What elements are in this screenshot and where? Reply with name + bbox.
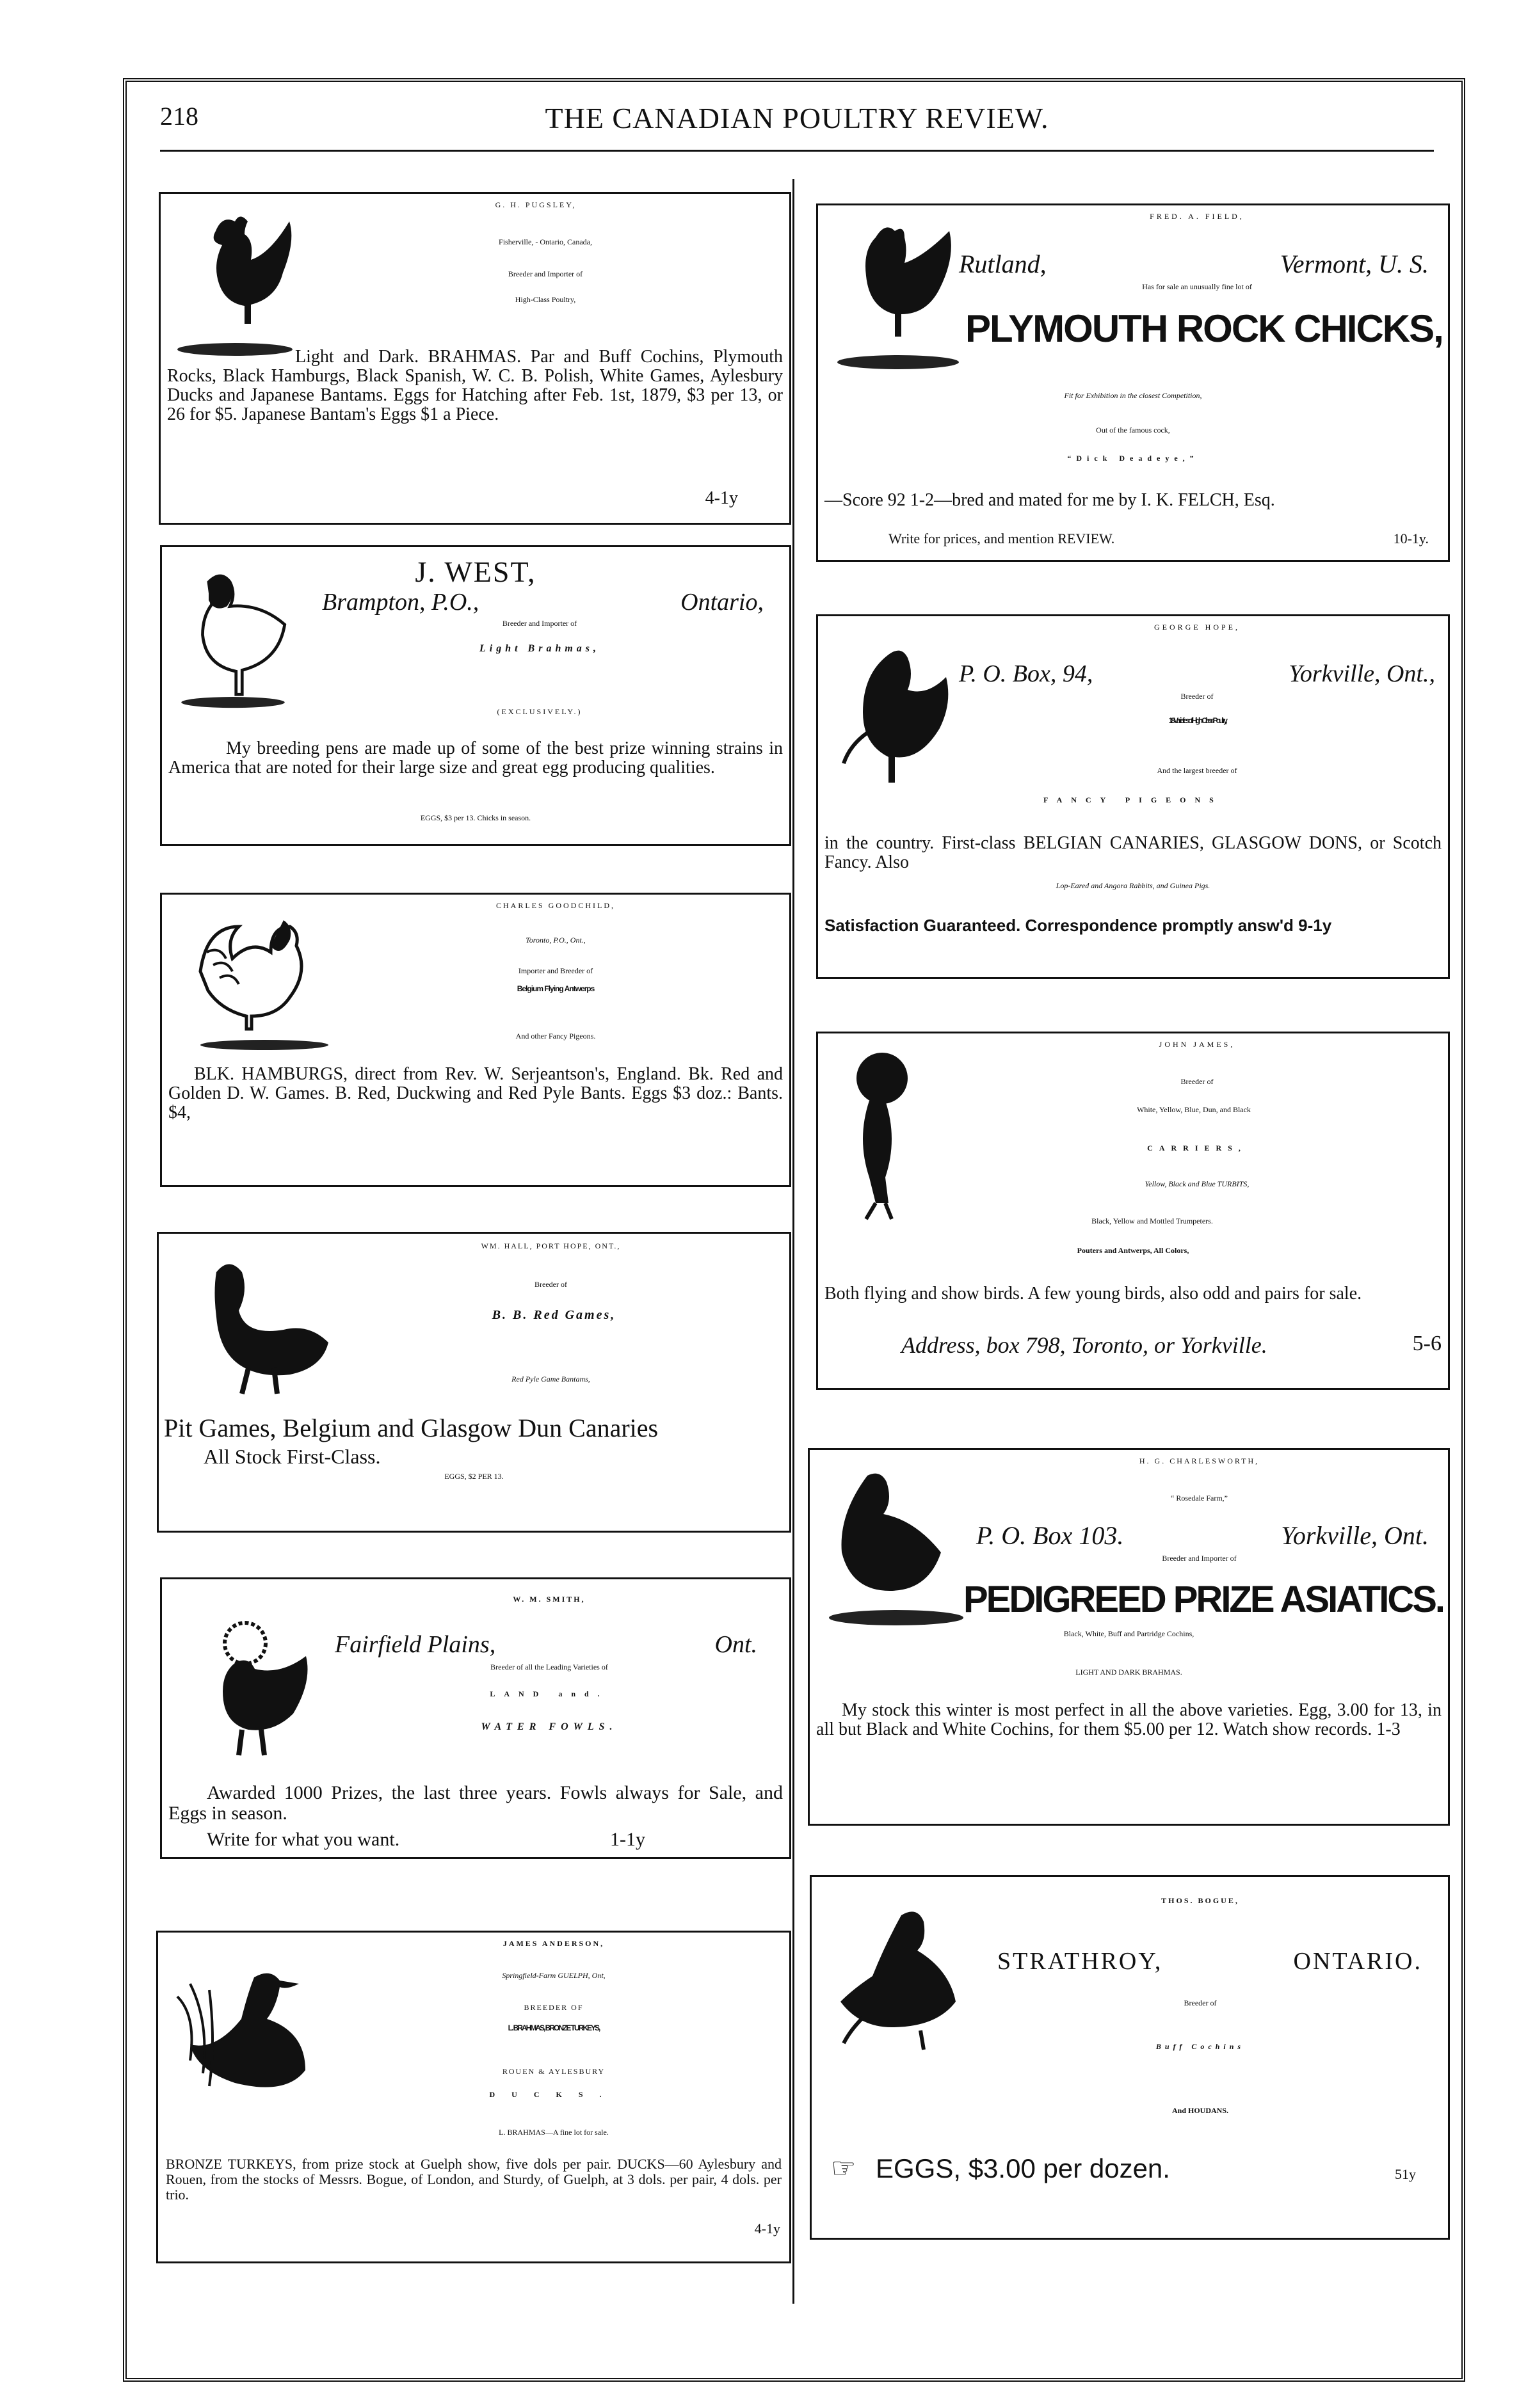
ad-code: 1-1y	[610, 1829, 645, 1850]
duck-icon	[171, 1958, 325, 2118]
location-left: P. O. Box 103.	[976, 1521, 1124, 1550]
location-left: Brampton, P.O.,	[322, 589, 479, 616]
eggs-line: EGGS, $2 PER 13.	[444, 1472, 504, 1481]
advertiser-name: J. WEST,	[415, 555, 536, 588]
header-rule	[160, 150, 1434, 152]
ad-west	[160, 545, 791, 846]
address-line: Address, box 798, Toronto, or Yorkville.	[901, 1332, 1267, 1358]
advertiser-name: W. M. SMITH,	[513, 1595, 586, 1604]
ad-code: 51y	[1395, 2166, 1416, 2182]
advertiser-name: GEORGE HOPE,	[1154, 623, 1240, 632]
largest-breeder-line: And the largest breeder of	[1157, 766, 1237, 775]
advertiser-name: WM. HALL, PORT HOPE, ONT.,	[481, 1241, 621, 1250]
turbits-line: Yellow, Black and Blue TURBITS,	[1145, 1179, 1250, 1188]
location-right: Yorkville, Ont.	[1281, 1521, 1429, 1550]
headline-water-fowls: WATER FOWLS.	[481, 1721, 618, 1732]
role: Importer and Breeder of	[518, 966, 593, 975]
location-left: Fairfield Plains,	[335, 1631, 496, 1658]
ad-body: Both flying and show birds. A few young birds, also odd and pairs for sale.	[824, 1284, 1362, 1304]
ad-code: 4-1y	[705, 488, 738, 508]
headline: PLYMOUTH ROCK CHICKS,	[965, 307, 1443, 350]
cochin-icon	[824, 1902, 972, 2056]
ad-body: Light and Dark. BRAHMAS. Par and Buff Cochins, Plymouth Rocks, Black Hamburgs, Black Spanish, W. C. B. Polish, White Games, Aylesbury Ducks and Japanese Bantams. Eggs for Hatching after Feb. 1st, 1879, $3 per 13, or 26 for $5. Japanese Bantam's Eggs $1 a Piece.	[167, 347, 783, 424]
location-right: Ont.	[714, 1631, 757, 1658]
column-divider	[792, 179, 794, 2304]
ad-code: 4-1y	[754, 2221, 780, 2237]
satisfaction-line: Satisfaction Guaranteed. Correspondence promptly answ'd 9-1y	[824, 916, 1332, 935]
subheading: Red Pyle Game Bantams,	[511, 1375, 590, 1383]
location-right: ONTARIO.	[1293, 1948, 1422, 1975]
brahmas-line: LIGHT AND DARK BRAHMAS.	[1075, 1668, 1182, 1677]
role: Breeder of	[534, 1280, 567, 1289]
rooster-icon	[171, 205, 299, 359]
ad-body: —Score 92 1-2—bred and mated for me by I. K. FELCH, Esq.	[824, 490, 1275, 510]
advertiser-name: CHARLES GOODCHILD,	[496, 901, 615, 910]
location-left: STRATHROY,	[997, 1948, 1163, 1975]
ad-pugsley	[159, 192, 791, 525]
ad-field	[816, 203, 1450, 562]
headline: B. B. Red Games,	[492, 1308, 616, 1322]
location: Fisherville, - Ontario, Canada,	[499, 237, 592, 246]
role: BREEDER OF	[524, 2003, 584, 2012]
headline: L. BRAHMAS, BRONZE TURKEYS,	[508, 2023, 600, 2032]
ad-code: 10-1y.	[1393, 530, 1429, 546]
rooster-icon	[831, 642, 972, 808]
ad-body: BLK. HAMBURGS, direct from Rev. W. Serjeantson's, England. Bk. Red and Golden D. W. Games. B. Red, Duckwing and Red Pyle Bants. Eggs $3 doz.: Bants. $4,	[168, 1064, 783, 1122]
role: Breeder of	[1184, 1998, 1217, 2007]
ad-hall	[157, 1232, 791, 1533]
page-title: THE CANADIAN POULTRY REVIEW.	[545, 102, 1049, 134]
colors-line: White, Yellow, Blue, Dun, and Black	[1137, 1105, 1251, 1114]
location-right: Yorkville, Ont.,	[1289, 660, 1435, 687]
role: Has for sale an unusually fine lot of	[1142, 282, 1252, 291]
ad-goodchild	[160, 893, 791, 1187]
page-header	[160, 101, 1434, 146]
headline: 18 Varieties of High-Class Poultry,	[1168, 716, 1226, 725]
fancy-pigeons: FANCY PIGEONS	[1043, 795, 1223, 804]
role: Breeder of	[1180, 1077, 1214, 1086]
write-line: Write for what you want.	[207, 1829, 400, 1850]
subheading: Fit for Exhibition in the closest Competition,	[1064, 391, 1202, 400]
advertiser-name: JAMES ANDERSON,	[502, 1939, 605, 1948]
trumpeters-line: Black, Yellow and Mottled Trumpeters.	[1091, 1216, 1213, 1225]
subheading: And other Fancy Pigeons.	[515, 1032, 596, 1041]
eggs-line: EGGS, $3 per 13. Chicks in season.	[420, 813, 531, 822]
pointing-hand-icon: ☞	[831, 2153, 856, 2184]
headline: PEDIGREED PRIZE ASIATICS.	[963, 1579, 1443, 1620]
advertiser-name: G. H. PUGSLEY,	[495, 200, 577, 209]
role: Breeder and Importer of	[1162, 1554, 1237, 1563]
ad-body: in the country. First-class BELGIAN CANARIES, GLASGOW DONS, or Scotch Fancy. Also	[824, 833, 1442, 872]
cochins-line: Black, White, Buff and Partridge Cochins,	[1063, 1629, 1194, 1638]
headline: High-Class Poultry,	[515, 295, 576, 304]
ad-hope	[816, 614, 1450, 979]
page-number: 218	[160, 102, 198, 131]
rooster-icon	[831, 218, 972, 372]
pigeon-icon	[831, 1046, 946, 1225]
ad-anderson	[156, 1931, 791, 2263]
canaries-line: Pit Games, Belgium and Glasgow Dun Canaries	[164, 1414, 659, 1442]
ad-body: Awarded 1000 Prizes, the last three years. Fowls always for Sale, and Eggs in season.	[168, 1782, 783, 1824]
advertiser-name: THOS. BOGUE,	[1161, 1896, 1239, 1905]
role: Breeder and Importer of	[502, 619, 577, 628]
ad-bogue	[810, 1875, 1450, 2240]
ad-body: My breeding pens are made up of some of the best prize winning strains in America that are noted for their large size and great egg producing qualities.	[168, 738, 783, 777]
location-left: Rutland,	[959, 250, 1047, 278]
subheading: ROUEN & AYLESBURY	[502, 2067, 606, 2076]
pouters-line: Pouters and Antwerps, All Colors,	[1077, 1246, 1189, 1255]
advertiser-name: H. G. CHARLESWORTH,	[1139, 1456, 1260, 1465]
cock-line: Out of the famous cock,	[1096, 426, 1170, 435]
ad-smith	[160, 1577, 791, 1859]
farm-name: “ Rosedale Farm,”	[1171, 1494, 1228, 1503]
ducks-line: DUCKS.	[489, 2090, 618, 2099]
headline: Buff Cochins	[1155, 2042, 1245, 2051]
headline: Light Brahmas,	[479, 643, 600, 654]
subheading: And HOUDANS.	[1171, 2106, 1229, 2115]
subheading: (EXCLUSIVELY.)	[497, 707, 583, 716]
hen-icon	[172, 560, 294, 714]
role: Breeder of	[1180, 692, 1214, 701]
ad-james	[816, 1032, 1450, 1390]
ad-body: My stock this winter is most perfect in all the above varieties. Egg, 3.00 for 13, in all but Black and White Cochins, for them $5.00 per 12. Watch show records. 1-3	[816, 1700, 1442, 1739]
ad-body: BRONZE TURKEYS, from prize stock at Guelph show, five dols per pair. DUCKS—60 Aylesbury and Rouen, from the stocks of Messrs. Bogue, of London, and Sturdy, of Guelph, at 3 dols. per pair, 4 dols. per trio.	[166, 2156, 782, 2203]
location: Toronto, P.O., Ont.,	[526, 936, 586, 945]
role: Breeder and Importer of	[508, 269, 583, 278]
location: Springfield-Farm GUELPH, Ont,	[502, 1971, 606, 1980]
polish-fowl-icon	[181, 1618, 322, 1771]
stock-line: All Stock First-Class.	[204, 1445, 381, 1468]
ad-charlesworth	[808, 1448, 1450, 1826]
eggs-line: EGGS, $3.00 per dozen.	[876, 2153, 1170, 2183]
location-left: P. O. Box, 94,	[959, 660, 1093, 687]
location-right: Ontario,	[680, 589, 764, 616]
role: Breeder of all the Leading Varieties of	[490, 1662, 608, 1671]
headline: Belgium Flying Antwerps	[517, 984, 595, 993]
ad-code: 5-6	[1412, 1332, 1442, 1355]
cochin-icon	[823, 1463, 970, 1629]
rabbits-line: Lop-Eared and Angora Rabbits, and Guinea Pigs.	[1056, 881, 1210, 890]
headline-land: LAND and.	[490, 1689, 609, 1698]
famous-cock-name: “Dick Deadeye,”	[1067, 454, 1199, 463]
advertiser-name: FRED. A. FIELD,	[1150, 212, 1244, 221]
brahmas-line: L. BRAHMAS—A fine lot for sale.	[499, 2128, 609, 2137]
write-line: Write for prices, and mention REVIEW.	[888, 530, 1115, 546]
carriers: CARRIERS,	[1147, 1144, 1247, 1152]
advertiser-name: JOHN JAMES,	[1159, 1040, 1235, 1049]
location-right: Vermont, U. S.	[1280, 250, 1429, 278]
